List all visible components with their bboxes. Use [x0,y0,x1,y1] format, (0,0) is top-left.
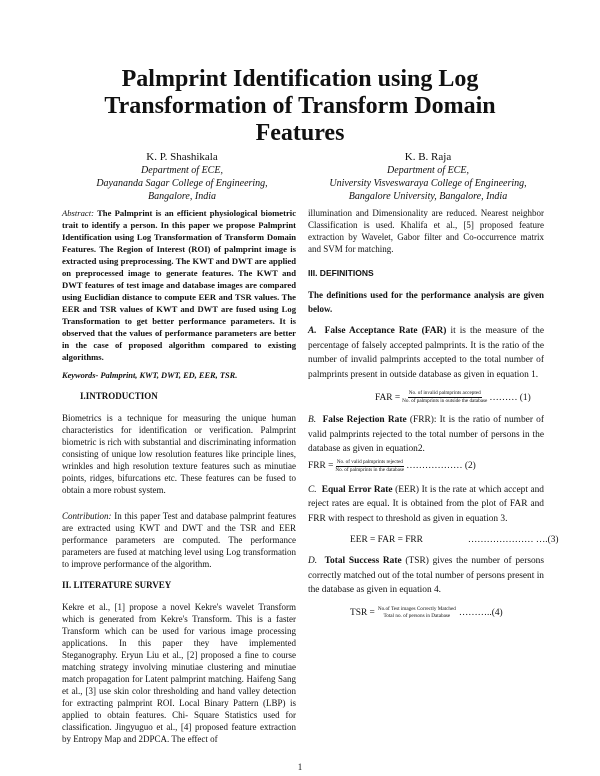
abstract-label: Abstract: [62,208,94,218]
def-letter: A. [308,326,317,336]
def-abbr: (EER) [392,484,420,495]
author-institution: University Visveswaraya College of Engineering, [329,178,527,189]
right-column [308,207,559,620]
eq-lhs: EER = FAR = FRR [350,535,423,545]
author-name: K. P. Shashikala [146,151,218,163]
eq-tag: ……… (1) [489,392,531,403]
author-1 [62,151,302,203]
author-place: Bangalore, India [148,191,216,202]
eq-tag: ……………… (2) [406,461,476,471]
equation-4 [308,606,544,620]
author-institution: Dayananda Sagar College of Engineering, [96,178,268,189]
author-name: K. B. Raja [404,151,452,163]
eq-lhs: FAR = [375,392,401,403]
equation-3 [308,534,559,546]
eq-lhs: TSR = [350,607,375,618]
definition-tsr [308,554,544,598]
numerator: No. of valid palmprints rejected [336,458,403,465]
equation-1 [308,390,544,405]
def-text: It is the ratio of number of valid palmprints rejected to the total number of persons in the database as given in equation2. [308,415,544,454]
denominator: No. of palmprints in the database [335,466,405,473]
equation-2 [308,459,544,474]
def-term: False Rejection Rate [322,415,407,425]
denominator: Total no. of persons in Database [383,612,451,619]
defs-intro: The definitions used for the performance analysis are given below. [308,290,544,314]
abstract [62,207,296,363]
def-letter: D. [308,556,318,566]
def-letter: C. [308,484,317,495]
def-abbr: (TSR) [401,556,429,566]
section-heading: II. LITERATURE SURVEY [62,580,172,590]
section-heading: III. DEFINITIONS [308,268,374,278]
eq-tag: ………………… ….(3) [467,535,559,545]
denominator: No. of palmprints in outside the database [402,398,488,404]
author-dept: Department of ECE, [387,165,469,176]
contribution-text: In this paper Test and database palmprint features are extracted using KWT and DWT and the TSR and EER performance parameters are computed. The performance parameters are fused at matching level using Log transformation to improve performance of the algorithm. [62,511,296,569]
author-dept: Department of ECE, [141,165,223,176]
numerator: No.of Test images Correctly Matched [377,605,456,612]
abstract-text: The Palmprint is an efficient physiological biometric trait to identify a person. In this paper we propose Palmprint Identification using Log Transformation of Transform Domain Features. The Region of Interest (ROI) of palmprint image is extracted using preprocessing. The KWT and DWT are applied on preprocessed image to generate features. The KWT and DWT features of test image and database images are compared using Euclidian distance to compute EER and TSR values. The EER and TSR values of KWT and DWT are fused using Log Transformation to get better performance parameters. It is observed that the values of performance parameters are better in the case of proposed algorithm compared to existing algorithms. [62,208,297,362]
definition-eer [308,483,544,527]
keywords: Keywords- Palmprint, KWT, DWT, ED, EER, TSR. [62,371,238,380]
left-column [62,207,296,745]
lit-paragraph: Kekre et al., [1] propose a novel Kekre's wavelet Transform which is generated from Kekre's Transform. This is a faster Transform which can be used for various image processing applications. In this paper they have implemented Steganography. Eryun Liu et al., [2] proposed a fine to course matching strategy involving minutiae clustering and minutiae match propagation for Latent palmprint matching. Haifeng Sang et al., [3] use skin color thresholding and hand valley detection for extracting palmprint ROI. Local Binary Pattern (LBP) is applied to obtain features. Chi- Square Statistics used for classification. Jingyuguo et al., [4] proposed feature extraction by Entropy Map and 2DPCA. The effect of [62,602,296,744]
author-place: Bangalore University, Bangalore, India [348,191,508,202]
fraction [335,459,404,474]
fraction [402,390,487,405]
eq-lhs: FRR = [308,461,334,471]
def-term: False Acceptance Rate (FAR) [324,326,447,336]
def-text: it is the measure of the percentage of falsely accepted palmprints. It is the ratio of the number of invalid palmprints accepted to the total number of palmprints present in outside database as given in equation 1. [308,326,545,380]
def-letter: B. [308,415,317,425]
page-number: 1 [297,762,303,772]
section-heading: I.INTRODUCTION [80,391,158,401]
def-text: gives the number of persons correctly matched out of the total number of persons present in the database as given in equation 4. [308,556,544,595]
definition-far [308,324,544,382]
intro-paragraph: Biometrics is a technique for measuring the unique human characteristics for identification or verification. Palmprint biometric is rich with substantial and discriminating information consisting of unique low resolution features like principle lines, wrinkles and high resolution texture features such as minutiae points, ridges, bifurcations etc. These features can be fused to obtain a more robust system. [62,413,296,495]
eq-tag: ………..(4) [458,607,503,618]
lit-paragraph-cont: illumination and Dimensionality are reduced. Nearest neighbor Classification is used. Khalifa et al., [5] proposed feature extraction by Wavelet, Gabor filter and Co-occurrence matrix and SVM for matching. [308,208,544,254]
fraction [377,606,457,620]
author-2 [308,151,548,203]
numerator: No. of invalid palmprints accepted [408,390,481,396]
def-term: Equal Error Rate [321,484,393,495]
def-abbr: (FRR): [406,415,437,425]
def-text: It is the rate at which accept and reject rates are equal. It is obtained from the plot of FAR and FRR with respect to threshold as given in equation 3. [308,484,544,524]
definition-frr [308,413,544,457]
def-term: Total Success Rate [324,556,402,566]
paper-title: Palmprint Identification using Log Transformation of Transform Domain Features [104,66,496,146]
contribution-paragraph [62,510,296,570]
contribution-label: Contribution: [62,511,112,521]
